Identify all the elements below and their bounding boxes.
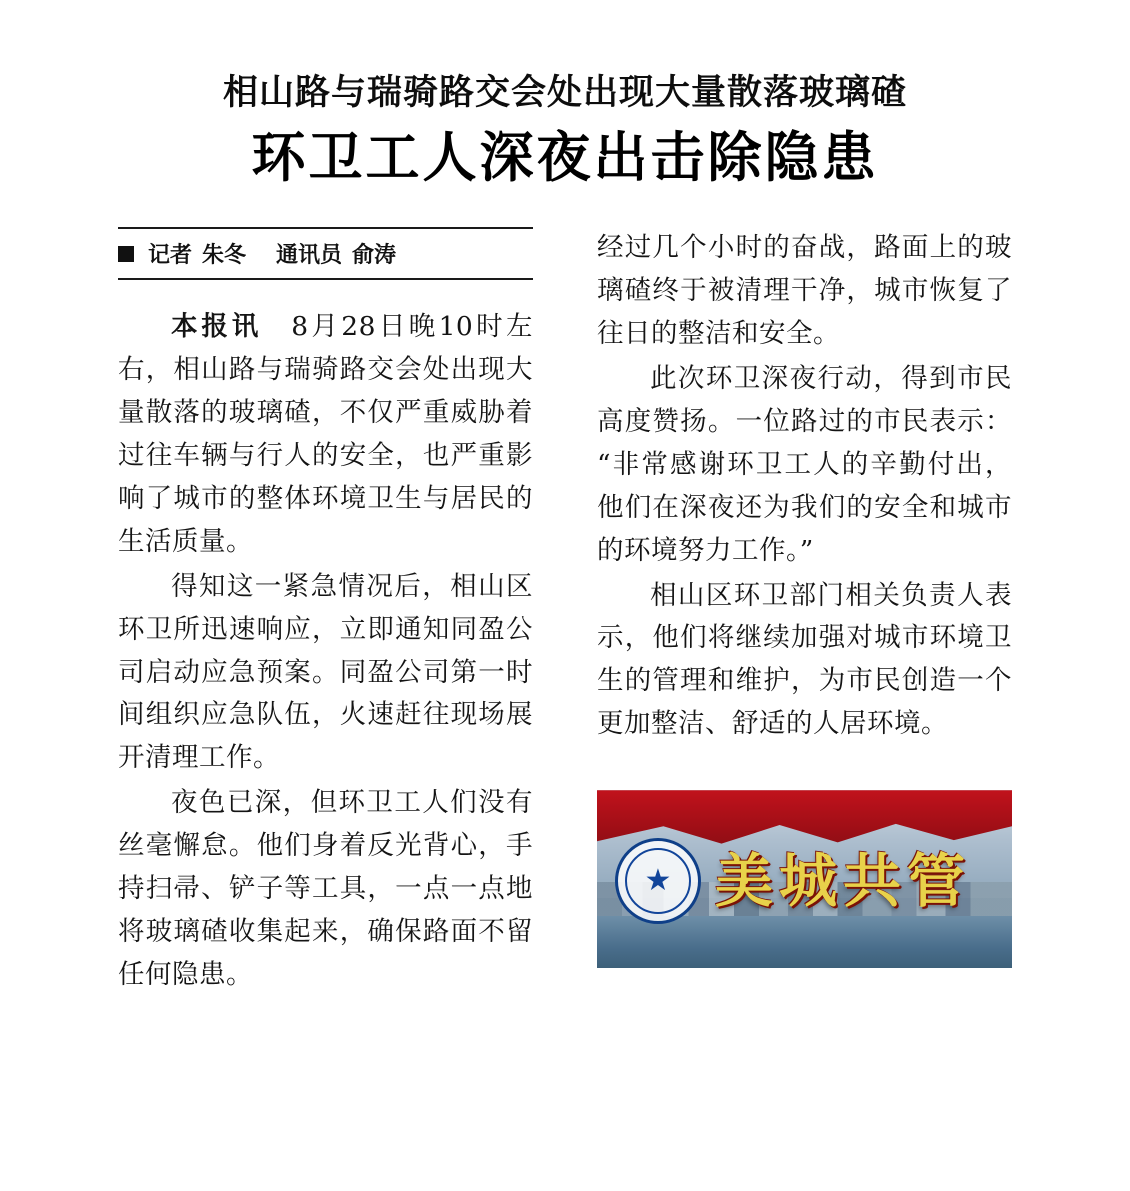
lead-label: 本报讯 [171,311,263,343]
reporter-label: 记者 [148,242,193,269]
paragraph-text: 8月28日晚10时左右，相山路与瑞骑路交会处出现大量散落的玻璃碴，不仅严重威胁着过往车辆与行人的安全，也严重影响了城市的整体环境卫生与居民的生活质量。 [118,311,534,557]
page-title: 环卫工人深夜出击除隐患 [251,125,879,190]
correspondent-name: 俞涛 [352,242,397,269]
left-column [118,227,533,999]
reporter-name: 朱冬 [202,242,247,269]
photo-caption-text: 美城共管 [715,847,972,916]
emblem-star-icon: ★ [644,864,672,898]
right-column [597,227,1012,968]
byline-square-icon [118,246,134,262]
paragraph: 夜色已深，但环卫工人们没有丝毫懈怠。他们身着反光背心，手持扫帚、铲子等工具，一点一点地将玻璃碴收集起来，确保路面不留任何隐患。 [118,787,533,990]
police-emblem-icon [615,838,701,924]
paragraph [118,306,533,564]
byline [118,227,533,280]
paragraph: 相山区环卫部门相关负责人表示，他们将继续加强对城市环境卫生的管理和维护，为市民创造一个更加整洁、舒适的人居环境。 [597,579,1012,740]
paragraph: 经过几个小时的奋战，路面上的玻璃碴终于被清理干净，城市恢复了往日的整洁和安全。 [597,232,1012,350]
paragraph: 此次环卫深夜行动，得到市民高度赞扬。一位路过的市民表示：“非常感谢环卫工人的辛勤付出，他们在深夜还为我们的安全和城市的环境努力工作。” [597,362,1012,566]
article-columns [118,227,1012,999]
correspondent-label: 通讯员 [276,242,343,269]
kicker-headline: 相山路与瑞骑路交会处出现大量散落玻璃碴 [222,72,907,113]
paragraph: 得知这一紧急情况后，相山区环卫所迅速响应，立即通知同盈公司启动应急预案。同盈公司第一时间组织应急队伍，火速赶往现场展开清理工作。 [118,570,533,774]
photo-water [597,916,1012,968]
headline-block [118,0,1012,191]
article-photo [597,790,1012,968]
